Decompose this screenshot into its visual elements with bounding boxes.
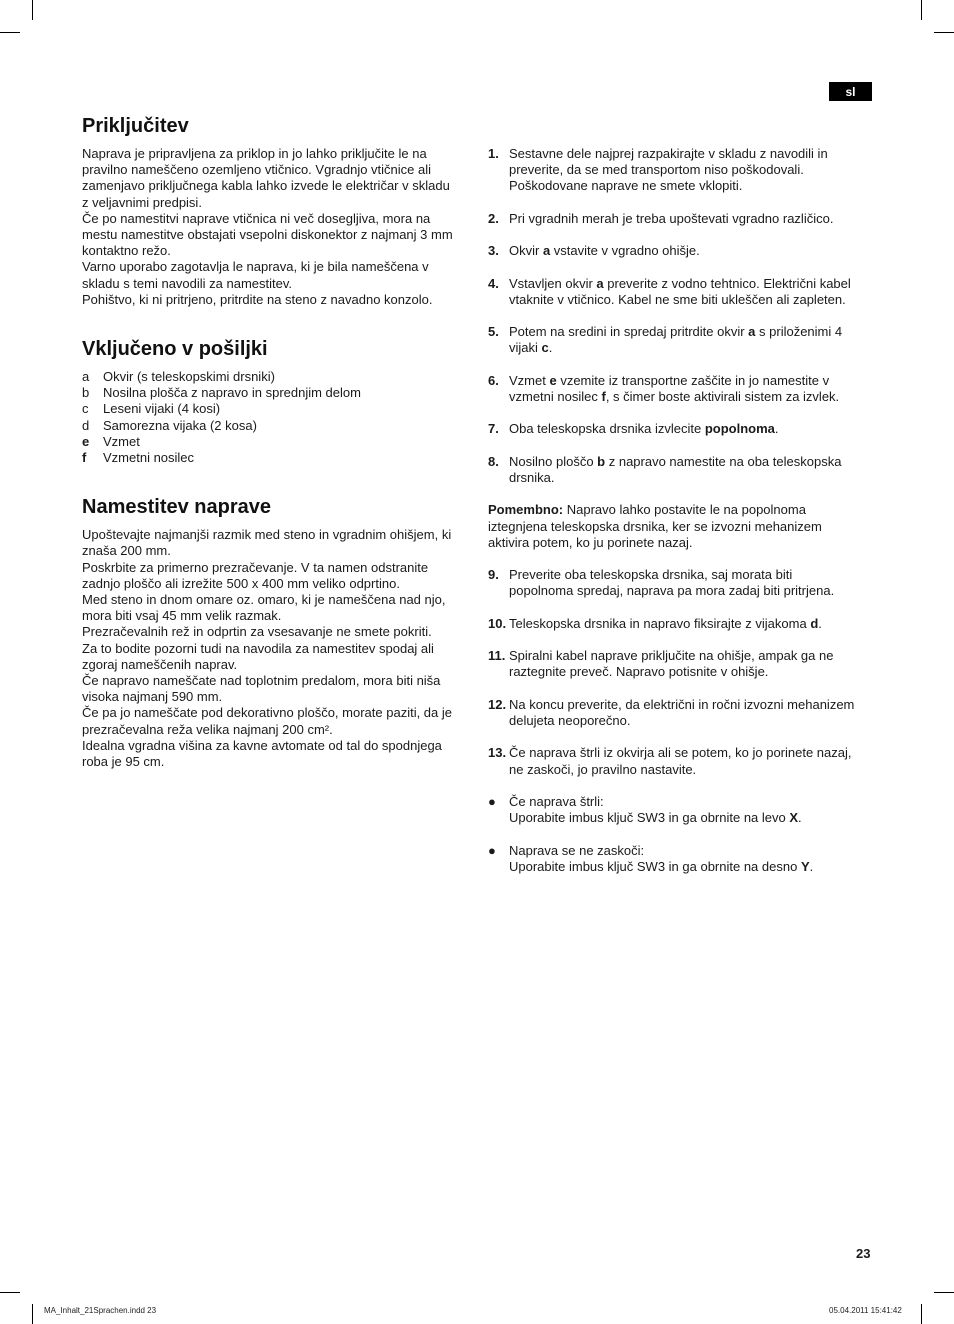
step-text: Vstavljen okvir a preverite z vodno tehtnico. Električni kabel vtaknite v vtičnico. Kabel ne sme biti ukleščen ali zapleten. [509,275,851,307]
step-text: Teleskopska drsnika in napravo fiksirajte z vijakoma d. [509,615,822,631]
footer-datetime: 05.04.2011 15:41:42 [829,1306,902,1315]
bullet-item [488,794,872,826]
step-item [488,697,872,729]
step-number: 13. [488,745,507,761]
item-key: c [82,401,89,417]
delivery-section [82,337,474,466]
step-number: 8. [488,453,499,469]
delivery-list [82,369,474,466]
important-label: Pomembno: [488,502,564,518]
step-item [488,243,872,259]
step-item [488,745,872,777]
step-text: Če naprava štrli iz okvirja ali se potem, ko jo porinete nazaj, ne zaskoči, jo pravilno nastavite. [509,745,852,777]
delivery-heading: Vključeno v pošiljki [82,338,268,361]
step-item [488,211,872,227]
list-item [82,434,474,450]
installation-steps-continued [488,567,872,778]
step-text: Spiralni kabel naprave priključite na ohišje, ampak ga ne raztegnite preveč. Napravo potisnite v ohišje. [509,648,834,680]
crop-mark [32,0,33,20]
important-note [488,502,872,551]
step-number: 3. [488,243,499,259]
item-text: Okvir (s teleskopskimi drsniki) [103,369,275,385]
list-item [82,401,474,417]
step-item [488,421,872,437]
crop-mark [934,1292,954,1293]
item-key: a [82,369,90,385]
page-number: 23 [856,1246,871,1261]
adjustment-bullets [488,794,872,875]
step-item [488,648,872,680]
item-text: Nosilna plošča z napravo in sprednjim delom [103,385,361,401]
step-item [488,567,872,599]
installation-steps [488,146,872,486]
step-number: 4. [488,275,499,291]
item-text: Leseni vijaki (4 kosi) [103,401,221,417]
installation-section [82,495,474,770]
list-item [82,450,474,466]
step-number: 10. [488,615,507,631]
language-badge: sl [829,82,872,101]
step-number: 1. [488,146,499,161]
left-column [82,114,474,770]
step-item [488,276,872,308]
step-item [488,616,872,632]
crop-mark [32,1304,33,1324]
footer-file: MA_Inhalt_21Sprachen.indd 23 [44,1306,157,1315]
list-item [82,385,474,401]
step-text: Preverite oba teleskopska drsnika, saj morata biti popolnoma spredaj, naprava pa mora zadaj biti pritrjena. [509,567,835,599]
step-number: 11. [488,648,506,664]
installation-heading: Namestitev naprave [82,496,271,519]
important-text: Napravo lahko postavite le na popolnoma iztegnjena teleskopska drsnika, ker se izvozni mehanizem aktivira potem, ko ju porinete nazaj. [488,502,822,550]
step-number: 6. [488,372,499,388]
step-text: Nosilno ploščo b z napravo namestite na oba teleskopska drsnika. [509,453,842,485]
connection-heading: Priključitev [82,115,189,137]
connection-text: Naprava je pripravljena za priklop in jo lahko priključite le na pravilno nameščeno ozemljeno vtičnico. Vgradnjo vtičnice ali zamenjavo priključnega kabla lahko izvede le električar v skladu z veljavnimi predpisi. Če po namestitvi naprave vtičnica ni več dosegljiva, mora na mestu namestitve obstajati vsepolni diskonektor z najmanj 3 mm kontaktno režo. Varno uporabo zagotavlja le naprava, ki je bila nameščena v skladu s temi navodili za namestitev. Pohištvo, ki ni pritrjeno, pritrdite na steno z navadno konzolo. [82,146,453,307]
connection-section [82,114,474,308]
step-number: 2. [488,210,499,226]
step-text: Vzmet e vzemite iz transportne zaščite in jo namestite v vzmetni nosilec f, s čimer boste aktivirali sistem za izvlek. [509,372,840,404]
crop-mark [921,1304,922,1324]
step-item [488,146,872,195]
crop-mark [0,32,20,33]
bullet-icon: ● [488,842,496,858]
item-key: e [82,433,90,449]
crop-mark [934,32,954,33]
step-number: 9. [488,567,499,583]
step-text: Okvir a vstavite v vgradno ohišje. [509,243,700,259]
crop-mark [0,1292,20,1293]
item-key: f [82,450,87,466]
bullet-item [488,843,872,875]
step-item [488,324,872,356]
crop-mark [921,0,922,20]
step-text: Na koncu preverite, da električni in ročni izvozni mehanizem delujeta neoporečno. [509,696,855,728]
installation-text: Upoštevajte najmanjši razmik med steno in vgradnim ohišjem, ki znaša 200 mm. Poskrbite za primerno prezračevanje. V ta namen odstranite zadnjo ploščo ali izrežite 500 x 400 mm veliko odprtino. Med steno in dnom omare oz. omaro, ki je nameščena nad njo, mora biti vsaj 45 mm velik razmak. Prezračevalnih rež in odprtin za vsesavanje ne smete pokriti. Za to bodite pozorni tudi na navodila za namestitev spodaj ali zgoraj nameščenih naprav. Če napravo nameščate nad toplotnim predalom, mora biti niša visoka najmanj 590 mm. Če pa jo nameščate pod dekorativno ploščo, morate paziti, da je prezračevalna reža velika najmanj 200 cm². Idealna vgradna višina za kavne avtomate od tal do spodnjega roba je 95 cm. [82,527,452,770]
bullet-icon: ● [488,793,496,809]
step-text: Oba teleskopska drsnika izvlecite popolnoma. [509,421,779,437]
list-item [82,369,474,385]
step-number: 7. [488,421,499,437]
item-text: Vzmet [103,433,140,449]
bullet-text: Če naprava štrli: Uporabite imbus ključ SW3 in ga obrnite na levo X. [509,793,802,826]
list-item [82,418,474,434]
bullet-text: Naprava se ne zaskoči: Uporabite imbus ključ SW3 in ga obrnite na desno Y. [509,842,814,874]
right-column [488,146,872,891]
step-text: Sestavne dele najprej razpakirajte v skladu z navodili in preverite, da se med transportom niso poškodovali. Poškodovane naprave ne smete vklopiti. [509,146,828,194]
step-item [488,454,872,486]
item-key: b [82,385,90,401]
step-number: 12. [488,696,507,712]
item-text: Samorezna vijaka (2 kosa) [103,417,257,433]
step-text: Pri vgradnih merah je treba upoštevati vgradno različico. [509,210,834,226]
step-text: Potem na sredini in spredaj pritrdite okvir a s priloženimi 4 vijaki c. [509,324,843,356]
item-text: Vzmetni nosilec [103,450,195,466]
item-key: d [82,417,90,433]
step-item [488,373,872,405]
step-number: 5. [488,324,499,340]
